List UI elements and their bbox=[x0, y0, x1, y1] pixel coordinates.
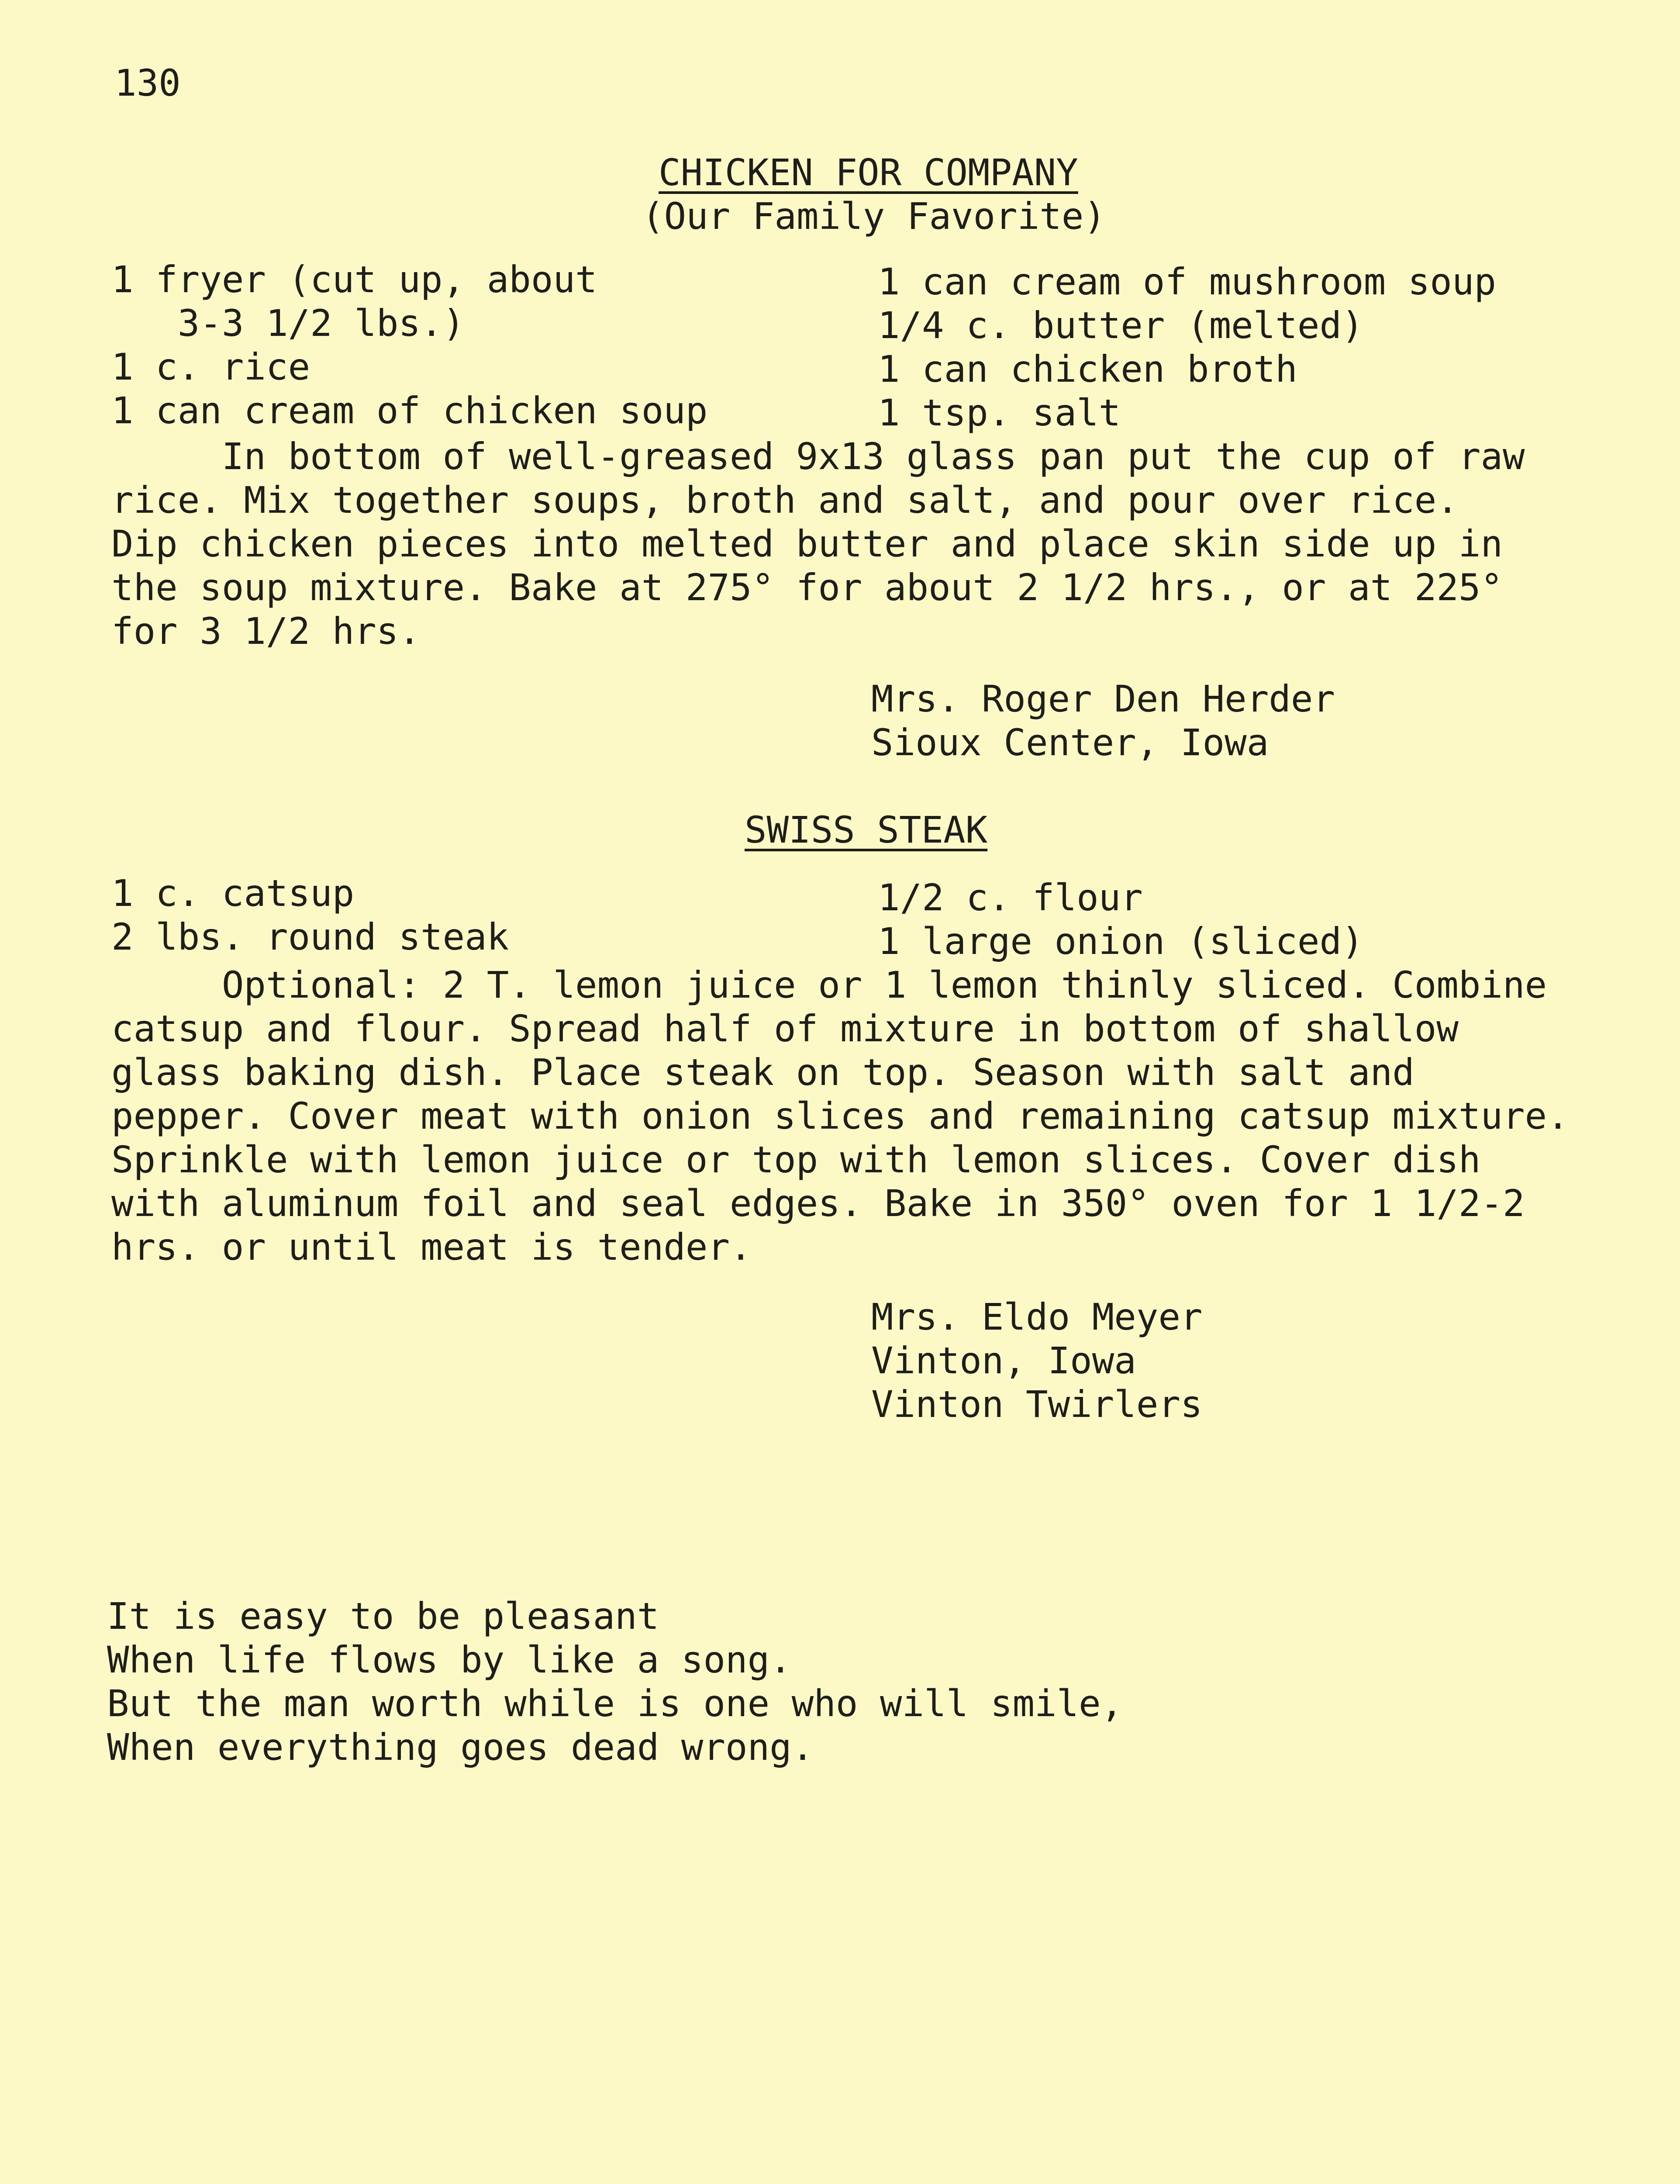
ingredient: 2 lbs. round steak bbox=[111, 916, 509, 958]
ingredient: 1 large onion (sliced) bbox=[878, 920, 1364, 963]
directions-line: catsup and flour. Spread half of mixture in bottom of shallow bbox=[111, 1007, 1459, 1050]
poem-line: It is easy to be pleasant bbox=[107, 1595, 659, 1638]
directions-line: rice. Mix together soups, broth and salt, and pour over rice. bbox=[111, 479, 1459, 522]
directions-line: In bottom of well-greased 9x13 glass pan put the cup of raw bbox=[111, 435, 1525, 478]
recipe-title: SWISS STEAK bbox=[745, 809, 988, 851]
contributor-line: Vinton, Iowa bbox=[871, 1339, 1136, 1382]
page-number: 130 bbox=[114, 62, 181, 104]
poem bbox=[107, 1594, 1123, 1769]
contributor-line: Vinton Twirlers bbox=[871, 1383, 1203, 1426]
ingredient: 1 c. rice bbox=[111, 346, 310, 388]
ingredients-right bbox=[878, 876, 1364, 963]
ingredient: 1 can chicken broth bbox=[878, 348, 1297, 390]
ingredients-right bbox=[878, 260, 1496, 435]
directions-line: Optional: 2 T. lemon juice or 1 lemon thinly sliced. Combine bbox=[111, 964, 1547, 1006]
recipe-contributor bbox=[871, 677, 1335, 764]
directions-line: for 3 1/2 hrs. bbox=[111, 610, 421, 653]
recipe-subtitle: (Our Family Favorite) bbox=[642, 195, 1106, 238]
directions-line: Sprinkle with lemon juice or top with lemon slices. Cover dish bbox=[111, 1138, 1481, 1181]
ingredient: 1 can cream of mushroom soup bbox=[878, 260, 1497, 303]
recipe-directions bbox=[111, 963, 1574, 1269]
directions-line: hrs. or until meat is tender. bbox=[111, 1226, 752, 1268]
ingredient: 1 can cream of chicken soup bbox=[111, 389, 708, 432]
ingredient: 1/4 c. butter (melted) bbox=[878, 304, 1364, 347]
ingredient: 1 fryer (cut up, about bbox=[111, 258, 597, 301]
directions-line: Dip chicken pieces into melted butter and place skin side up in bbox=[111, 522, 1503, 565]
directions-line: glass baking dish. Place steak on top. Season with salt and bbox=[111, 1051, 1414, 1094]
recipe-contributor bbox=[871, 1295, 1203, 1426]
contributor-line: Sioux Center, Iowa bbox=[871, 721, 1269, 764]
ingredient: 1 tsp. salt bbox=[878, 391, 1121, 434]
ingredient: 3-3 1/2 lbs.) bbox=[111, 302, 465, 345]
recipe-title: CHICKEN FOR COMPANY bbox=[659, 151, 1078, 194]
contributor-line: Mrs. Roger Den Herder bbox=[871, 677, 1335, 720]
ingredients-left bbox=[111, 871, 509, 959]
contributor-line: Mrs. Eldo Meyer bbox=[871, 1296, 1203, 1338]
poem-line: But the man worth while is one who will smile, bbox=[107, 1682, 1123, 1725]
directions-line: the soup mixture. Bake at 275° for about 2 1/2 hrs., or at 225° bbox=[111, 566, 1503, 609]
ingredient: 1 c. catsup bbox=[111, 872, 355, 915]
directions-line: pepper. Cover meat with onion slices and remaining catsup mixture. bbox=[111, 1095, 1569, 1137]
ingredients-left bbox=[111, 258, 707, 432]
ingredient: 1/2 c. flour bbox=[878, 876, 1143, 919]
directions-line: with aluminum foil and seal edges. Bake in 350° oven for 1 1/2-2 bbox=[111, 1182, 1525, 1225]
recipe-directions bbox=[111, 435, 1574, 653]
poem-line: When everything goes dead wrong. bbox=[107, 1726, 814, 1769]
poem-line: When life flows by like a song. bbox=[107, 1638, 792, 1681]
